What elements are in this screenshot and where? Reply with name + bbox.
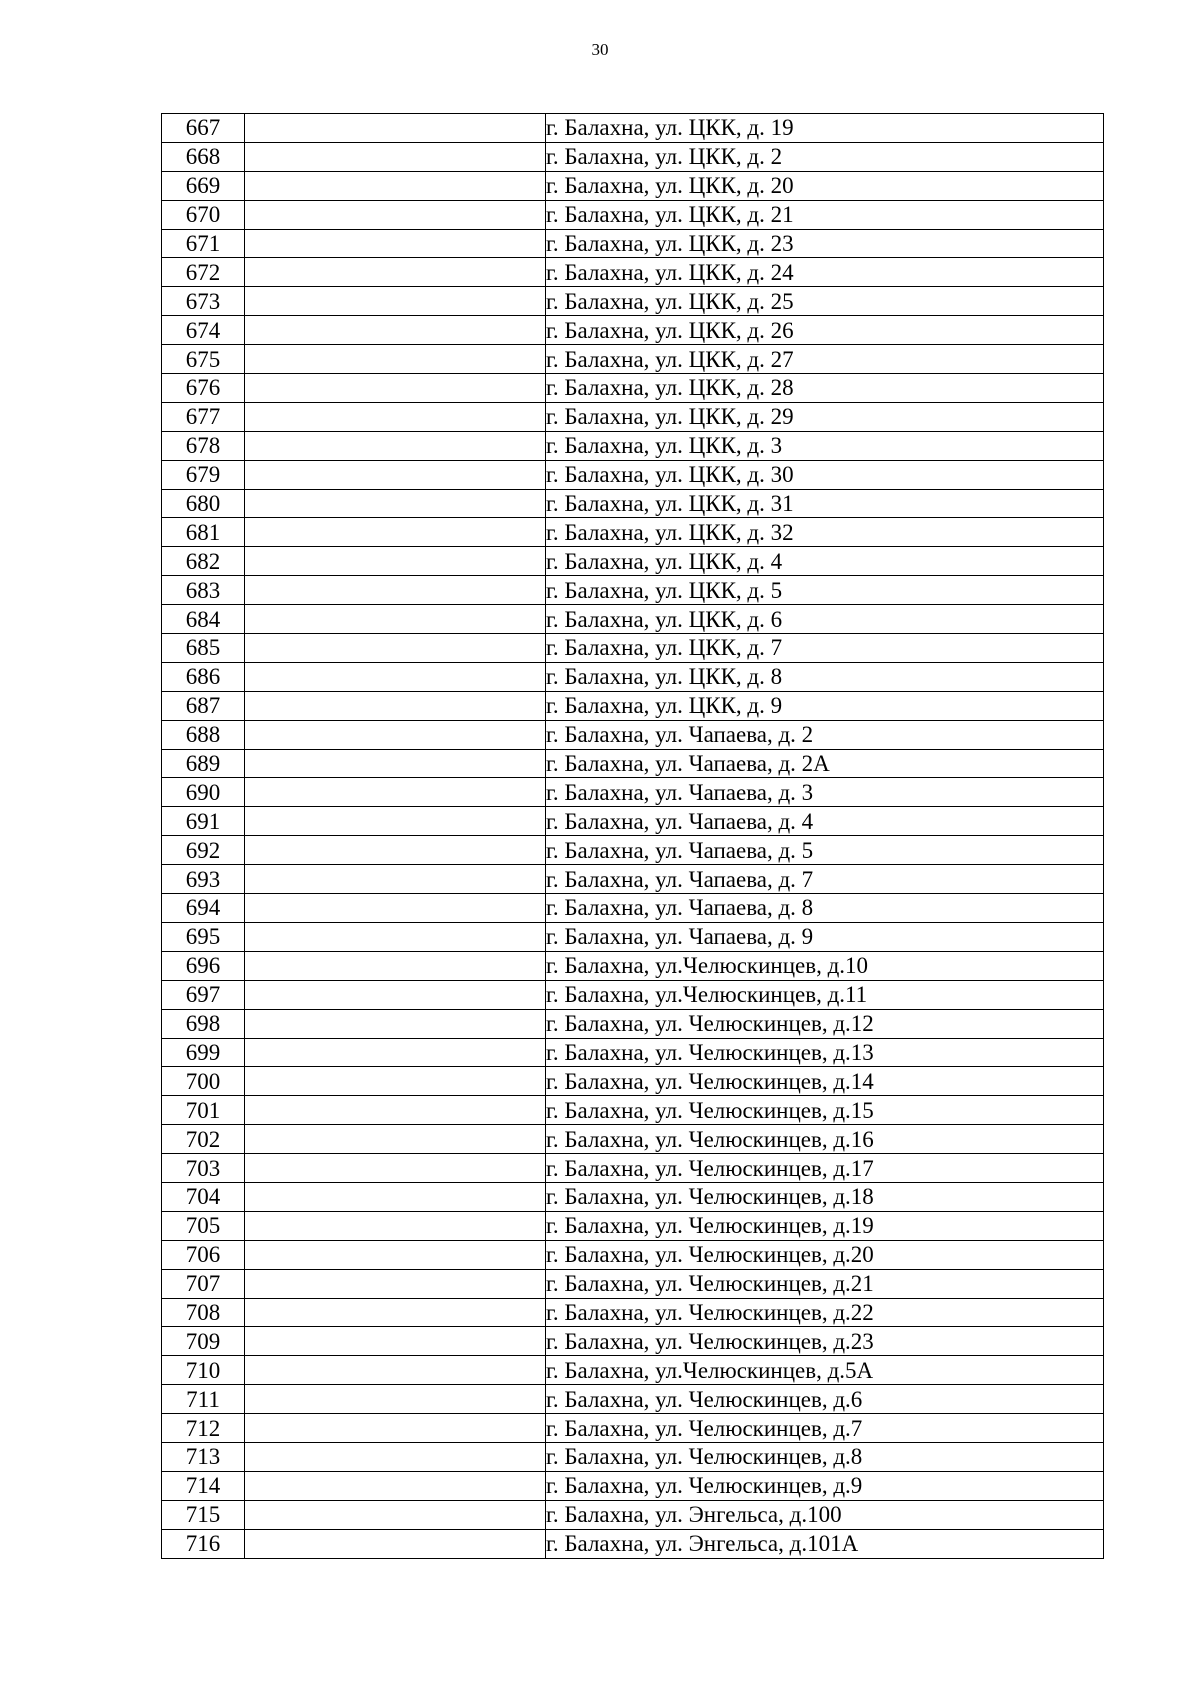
row-number-cell: 687	[162, 691, 245, 720]
table-row	[162, 980, 1104, 1009]
table-row	[162, 258, 1104, 287]
table-row	[162, 1038, 1104, 1067]
row-number-cell: 683	[162, 576, 245, 605]
table-row	[162, 720, 1104, 749]
empty-middle-cell	[245, 576, 546, 605]
table-row	[162, 691, 1104, 720]
empty-middle-cell	[245, 460, 546, 489]
address-cell: г. Балахна, ул. ЦКК, д. 7	[546, 634, 1104, 663]
table-row	[162, 836, 1104, 865]
row-number-cell: 697	[162, 980, 245, 1009]
address-table	[161, 113, 1104, 1559]
address-cell: г. Балахна, ул. Челюскинцев, д.7	[546, 1414, 1104, 1443]
table-row	[162, 1298, 1104, 1327]
empty-middle-cell	[245, 865, 546, 894]
row-number-cell: 693	[162, 865, 245, 894]
row-number-cell: 690	[162, 778, 245, 807]
table-row	[162, 142, 1104, 171]
row-number-cell: 716	[162, 1529, 245, 1558]
address-cell: г. Балахна, ул. ЦКК, д. 25	[546, 287, 1104, 316]
table-row	[162, 922, 1104, 951]
address-cell: г. Балахна, ул. Чапаева, д. 2А	[546, 749, 1104, 778]
address-cell: г. Балахна, ул. Челюскинцев, д.20	[546, 1240, 1104, 1269]
row-number-cell: 712	[162, 1414, 245, 1443]
empty-middle-cell	[245, 662, 546, 691]
table-row	[162, 576, 1104, 605]
table-row	[162, 345, 1104, 374]
empty-middle-cell	[245, 1414, 546, 1443]
address-cell: г. Балахна, ул. Чапаева, д. 7	[546, 865, 1104, 894]
address-cell: г. Балахна, ул. ЦКК, д. 8	[546, 662, 1104, 691]
table-row	[162, 1154, 1104, 1183]
empty-middle-cell	[245, 402, 546, 431]
address-cell: г. Балахна, ул. ЦКК, д. 19	[546, 114, 1104, 143]
address-cell: г. Балахна, ул. Челюскинцев, д.13	[546, 1038, 1104, 1067]
address-cell: г. Балахна, ул. Челюскинцев, д.17	[546, 1154, 1104, 1183]
empty-middle-cell	[245, 922, 546, 951]
empty-middle-cell	[245, 1269, 546, 1298]
address-cell: г. Балахна, ул. Челюскинцев, д.16	[546, 1125, 1104, 1154]
table-row	[162, 1471, 1104, 1500]
row-number-cell: 694	[162, 894, 245, 923]
empty-middle-cell	[245, 142, 546, 171]
empty-middle-cell	[245, 836, 546, 865]
table-row	[162, 287, 1104, 316]
address-cell: г. Балахна, ул. ЦКК, д. 2	[546, 142, 1104, 171]
row-number-cell: 706	[162, 1240, 245, 1269]
table-row	[162, 1009, 1104, 1038]
row-number-cell: 674	[162, 316, 245, 345]
address-cell: г. Балахна, ул.Челюскинцев, д.11	[546, 980, 1104, 1009]
table-row	[162, 605, 1104, 634]
row-number-cell: 675	[162, 345, 245, 374]
table-row	[162, 951, 1104, 980]
empty-middle-cell	[245, 229, 546, 258]
row-number-cell: 684	[162, 605, 245, 634]
row-number-cell: 710	[162, 1356, 245, 1385]
row-number-cell: 668	[162, 142, 245, 171]
address-cell: г. Балахна, ул. ЦКК, д. 26	[546, 316, 1104, 345]
address-cell: г. Балахна, ул. ЦКК, д. 32	[546, 518, 1104, 547]
row-number-cell: 707	[162, 1269, 245, 1298]
empty-middle-cell	[245, 951, 546, 980]
table-row	[162, 518, 1104, 547]
row-number-cell: 681	[162, 518, 245, 547]
empty-middle-cell	[245, 1356, 546, 1385]
address-cell: г. Балахна, ул. Челюскинцев, д.18	[546, 1182, 1104, 1211]
address-cell: г. Балахна, ул. Чапаева, д. 9	[546, 922, 1104, 951]
empty-middle-cell	[245, 374, 546, 403]
address-table-body	[162, 114, 1104, 1559]
empty-middle-cell	[245, 1442, 546, 1471]
row-number-cell: 709	[162, 1327, 245, 1356]
row-number-cell: 677	[162, 402, 245, 431]
row-number-cell: 708	[162, 1298, 245, 1327]
address-cell: г. Балахна, ул. ЦКК, д. 27	[546, 345, 1104, 374]
table-row	[162, 1356, 1104, 1385]
address-cell: г. Балахна, ул. ЦКК, д. 5	[546, 576, 1104, 605]
address-cell: г. Балахна, ул. Челюскинцев, д.23	[546, 1327, 1104, 1356]
table-row	[162, 1067, 1104, 1096]
table-row	[162, 114, 1104, 143]
empty-middle-cell	[245, 489, 546, 518]
address-cell: г. Балахна, ул. Челюскинцев, д.22	[546, 1298, 1104, 1327]
table-row	[162, 1500, 1104, 1529]
row-number-cell: 705	[162, 1211, 245, 1240]
table-row	[162, 460, 1104, 489]
row-number-cell: 702	[162, 1125, 245, 1154]
address-cell: г. Балахна, ул. Челюскинцев, д.9	[546, 1471, 1104, 1500]
table-row	[162, 171, 1104, 200]
table-row	[162, 200, 1104, 229]
address-cell: г. Балахна, ул. ЦКК, д. 4	[546, 547, 1104, 576]
address-cell: г. Балахна, ул. ЦКК, д. 20	[546, 171, 1104, 200]
table-row	[162, 634, 1104, 663]
address-cell: г. Балахна, ул. ЦКК, д. 28	[546, 374, 1104, 403]
address-cell: г. Балахна, ул.Челюскинцев, д.10	[546, 951, 1104, 980]
table-row	[162, 1385, 1104, 1414]
address-cell: г. Балахна, ул. Чапаева, д. 3	[546, 778, 1104, 807]
row-number-cell: 698	[162, 1009, 245, 1038]
empty-middle-cell	[245, 345, 546, 374]
empty-middle-cell	[245, 431, 546, 460]
table-row	[162, 1211, 1104, 1240]
empty-middle-cell	[245, 634, 546, 663]
empty-middle-cell	[245, 1385, 546, 1414]
table-row	[162, 865, 1104, 894]
address-cell: г. Балахна, ул. ЦКК, д. 3	[546, 431, 1104, 460]
table-row	[162, 662, 1104, 691]
row-number-cell: 673	[162, 287, 245, 316]
empty-middle-cell	[245, 778, 546, 807]
empty-middle-cell	[245, 1154, 546, 1183]
empty-middle-cell	[245, 1067, 546, 1096]
empty-middle-cell	[245, 171, 546, 200]
empty-middle-cell	[245, 1298, 546, 1327]
empty-middle-cell	[245, 807, 546, 836]
table-row	[162, 1269, 1104, 1298]
row-number-cell: 671	[162, 229, 245, 258]
row-number-cell: 688	[162, 720, 245, 749]
row-number-cell: 700	[162, 1067, 245, 1096]
empty-middle-cell	[245, 1182, 546, 1211]
address-cell: г. Балахна, ул. ЦКК, д. 21	[546, 200, 1104, 229]
table-row	[162, 894, 1104, 923]
empty-middle-cell	[245, 1529, 546, 1558]
empty-middle-cell	[245, 749, 546, 778]
empty-middle-cell	[245, 114, 546, 143]
row-number-cell: 691	[162, 807, 245, 836]
empty-middle-cell	[245, 1500, 546, 1529]
empty-middle-cell	[245, 547, 546, 576]
address-cell: г. Балахна, ул. Чапаева, д. 5	[546, 836, 1104, 865]
row-number-cell: 711	[162, 1385, 245, 1414]
table-row	[162, 1327, 1104, 1356]
address-cell: г. Балахна, ул. ЦКК, д. 31	[546, 489, 1104, 518]
table-row	[162, 1529, 1104, 1558]
row-number-cell: 679	[162, 460, 245, 489]
address-cell: г. Балахна, ул. Чапаева, д. 2	[546, 720, 1104, 749]
empty-middle-cell	[245, 1211, 546, 1240]
row-number-cell: 680	[162, 489, 245, 518]
row-number-cell: 678	[162, 431, 245, 460]
address-cell: г. Балахна, ул. ЦКК, д. 24	[546, 258, 1104, 287]
address-cell: г. Балахна, ул. Чапаева, д. 8	[546, 894, 1104, 923]
row-number-cell: 685	[162, 634, 245, 663]
address-cell: г. Балахна, ул. Челюскинцев, д.14	[546, 1067, 1104, 1096]
row-number-cell: 701	[162, 1096, 245, 1125]
table-row	[162, 489, 1104, 518]
address-cell: г. Балахна, ул. Челюскинцев, д.12	[546, 1009, 1104, 1038]
row-number-cell: 672	[162, 258, 245, 287]
row-number-cell: 692	[162, 836, 245, 865]
empty-middle-cell	[245, 258, 546, 287]
table-row	[162, 1096, 1104, 1125]
row-number-cell: 714	[162, 1471, 245, 1500]
address-cell: г. Балахна, ул. ЦКК, д. 30	[546, 460, 1104, 489]
empty-middle-cell	[245, 605, 546, 634]
empty-middle-cell	[245, 1125, 546, 1154]
row-number-cell: 715	[162, 1500, 245, 1529]
row-number-cell: 686	[162, 662, 245, 691]
table-row	[162, 749, 1104, 778]
empty-middle-cell	[245, 1471, 546, 1500]
address-cell: г. Балахна, ул. Челюскинцев, д.19	[546, 1211, 1104, 1240]
row-number-cell: 703	[162, 1154, 245, 1183]
empty-middle-cell	[245, 980, 546, 1009]
row-number-cell: 695	[162, 922, 245, 951]
table-row	[162, 1414, 1104, 1443]
row-number-cell: 676	[162, 374, 245, 403]
table-row	[162, 431, 1104, 460]
address-cell: г. Балахна, ул. Челюскинцев, д.8	[546, 1442, 1104, 1471]
row-number-cell: 682	[162, 547, 245, 576]
empty-middle-cell	[245, 200, 546, 229]
row-number-cell: 670	[162, 200, 245, 229]
empty-middle-cell	[245, 691, 546, 720]
empty-middle-cell	[245, 1327, 546, 1356]
empty-middle-cell	[245, 1038, 546, 1067]
table-row	[162, 1240, 1104, 1269]
address-cell: г. Балахна, ул. Энгельса, д.100	[546, 1500, 1104, 1529]
address-cell: г. Балахна, ул. ЦКК, д. 23	[546, 229, 1104, 258]
address-cell: г. Балахна, ул. ЦКК, д. 29	[546, 402, 1104, 431]
row-number-cell: 713	[162, 1442, 245, 1471]
row-number-cell: 667	[162, 114, 245, 143]
row-number-cell: 699	[162, 1038, 245, 1067]
empty-middle-cell	[245, 720, 546, 749]
empty-middle-cell	[245, 1096, 546, 1125]
row-number-cell: 704	[162, 1182, 245, 1211]
address-cell: г. Балахна, ул. Челюскинцев, д.15	[546, 1096, 1104, 1125]
table-row	[162, 807, 1104, 836]
table-row	[162, 402, 1104, 431]
empty-middle-cell	[245, 316, 546, 345]
table-row	[162, 1182, 1104, 1211]
table-row	[162, 316, 1104, 345]
table-row	[162, 374, 1104, 403]
table-row	[162, 1125, 1104, 1154]
empty-middle-cell	[245, 894, 546, 923]
empty-middle-cell	[245, 518, 546, 547]
address-cell: г. Балахна, ул. ЦКК, д. 6	[546, 605, 1104, 634]
address-cell: г. Балахна, ул. Чапаева, д. 4	[546, 807, 1104, 836]
table-row	[162, 1442, 1104, 1471]
table-row	[162, 778, 1104, 807]
address-cell: г. Балахна, ул. Челюскинцев, д.6	[546, 1385, 1104, 1414]
empty-middle-cell	[245, 1240, 546, 1269]
empty-middle-cell	[245, 287, 546, 316]
table-row	[162, 229, 1104, 258]
address-cell: г. Балахна, ул. ЦКК, д. 9	[546, 691, 1104, 720]
address-cell: г. Балахна, ул.Челюскинцев, д.5А	[546, 1356, 1104, 1385]
address-cell: г. Балахна, ул. Энгельса, д.101А	[546, 1529, 1104, 1558]
row-number-cell: 669	[162, 171, 245, 200]
page-number: 30	[591, 40, 609, 59]
empty-middle-cell	[245, 1009, 546, 1038]
row-number-cell: 696	[162, 951, 245, 980]
address-cell: г. Балахна, ул. Челюскинцев, д.21	[546, 1269, 1104, 1298]
table-row	[162, 547, 1104, 576]
row-number-cell: 689	[162, 749, 245, 778]
